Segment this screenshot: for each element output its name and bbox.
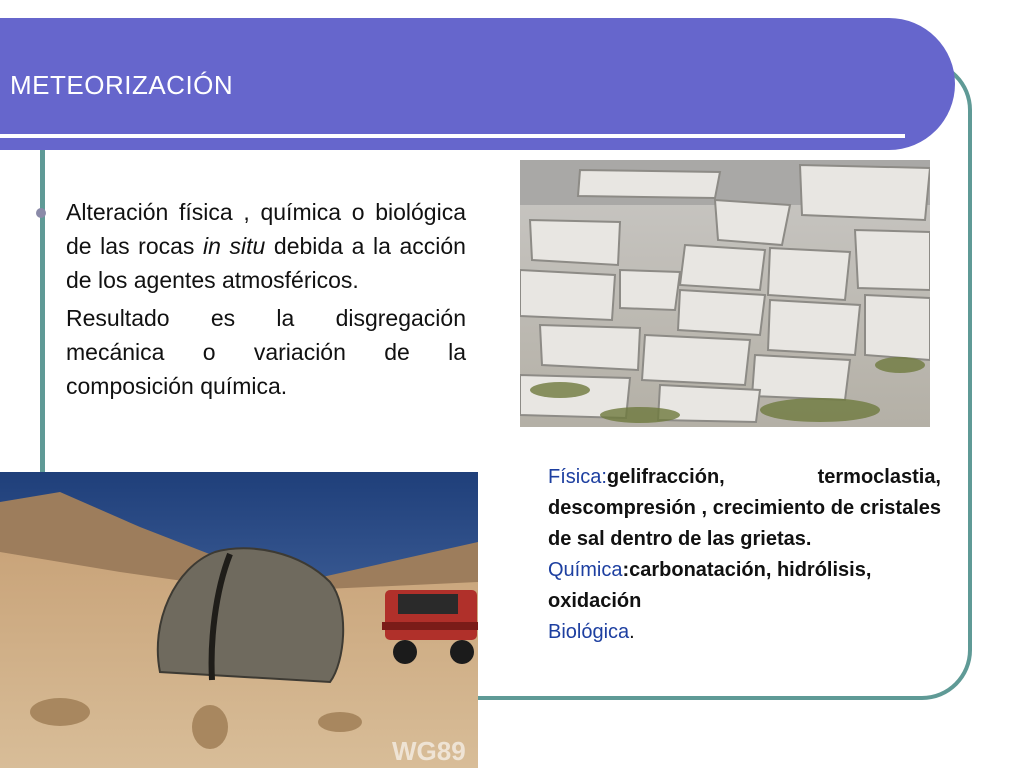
- slide-title: METEORIZACIÓN: [10, 70, 234, 100]
- biologica-label: Biológica: [548, 621, 630, 643]
- in-situ-italic: in situ: [203, 233, 266, 259]
- bullet-definition: [66, 195, 466, 297]
- bullet-definition-text: Alteración física , química o biológica de las rocas: [66, 199, 466, 259]
- biologica-end: .: [629, 621, 635, 643]
- bullet-result: Resultado es la disgregación mecánica o variación de la composición química.: [66, 305, 466, 399]
- quimica-text: :carbonatación, hidrólisis, oxidación: [548, 559, 872, 612]
- weathering-types: [548, 462, 941, 648]
- quimica-label: Química: [548, 559, 623, 581]
- type-quimica: [548, 555, 941, 617]
- fisica-label: Física: [548, 466, 602, 488]
- fisica-text: gelifracción, termoclastia, descompresión , crecimiento de cristales de sal dentro de las grietas.: [548, 466, 941, 550]
- type-biologica: [548, 617, 941, 648]
- bullet-definition-text-end: debida a la acción de los agentes atmosféricos.: [66, 233, 466, 293]
- type-fisica: [548, 462, 941, 555]
- bullet-dot: [36, 208, 46, 218]
- rocks-photo: [520, 160, 930, 427]
- desert-photo: [0, 472, 478, 768]
- photo-watermark: WG89: [392, 736, 466, 766]
- title-underline: [0, 134, 905, 138]
- fisica-separator: :: [601, 466, 607, 488]
- bullet-list: [66, 195, 466, 407]
